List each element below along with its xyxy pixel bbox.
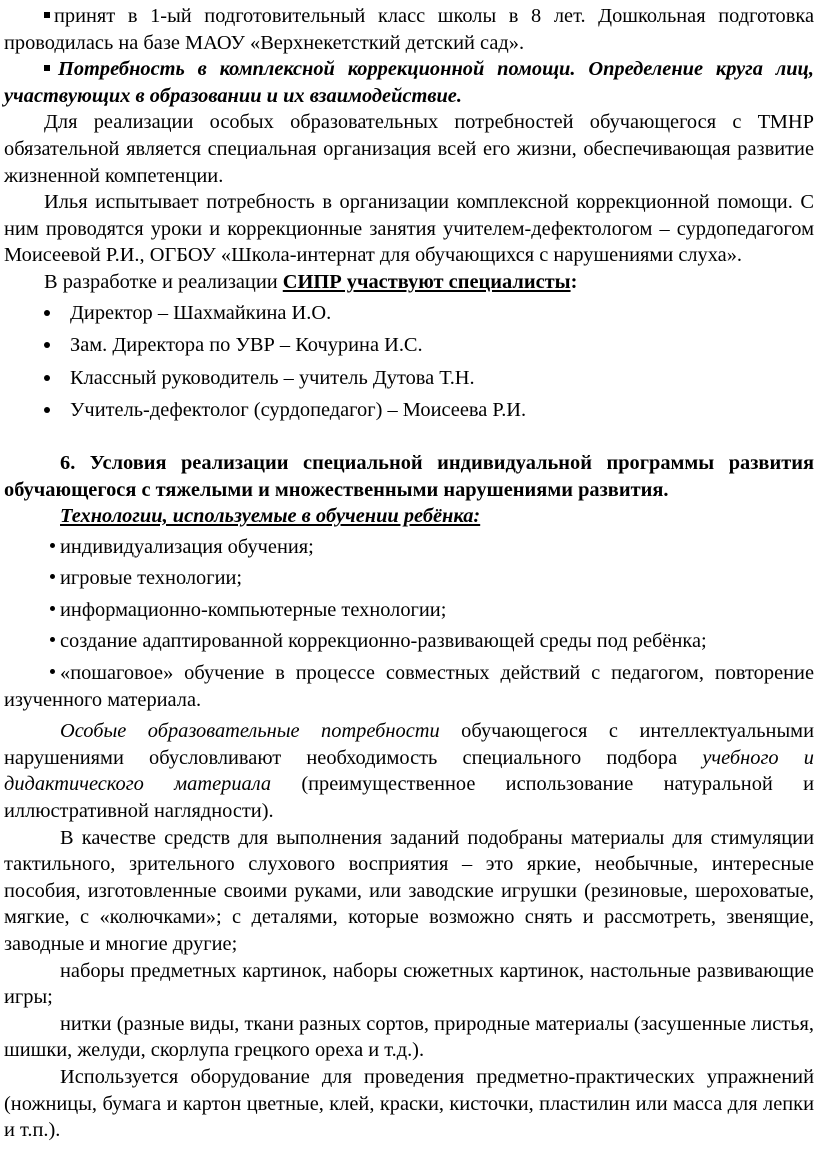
- paragraph-materials: В качестве средств для выполнения заданий подобраны материалы для стимуляции тактильного, зрительного слухового восприятия – это яркие, необычные, интересные пособия, изготовленные своими руками, или заводские игрушки (резиновые, шероховатые, мягкие, с «колючками»; с деталями, которые возможно снять и рассмотреть, звенящие, заводные и многие другие;: [4, 826, 814, 955]
- technologies-title: Технологии, используемые в обучении ребёнка:: [60, 505, 481, 528]
- paragraph-need-heading: [4, 56, 814, 109]
- specialists-list: [4, 300, 814, 424]
- list-item: игровые технологии;: [4, 565, 814, 592]
- list-item: «пошаговое» обучение в процессе совместных действий с педагогом, повторение изученного материала.: [4, 662, 814, 711]
- list-item: Классный руководитель – учитель Дутова Т.Н.: [40, 365, 814, 392]
- specialists-emphasis: СИПР участвуют специалисты: [282, 270, 571, 293]
- paragraph-educational-needs: Особые образовательные потребности обучающегося с интеллектуальными нарушениями обусловливают необходимость специального подбора учебного и дидактического материала (преимущественное использование натуральной и иллюстративной наглядности).: [4, 720, 814, 823]
- square-bullet-icon: [44, 12, 50, 18]
- paragraph-equipment: Используется оборудование для проведения предметно-практических упражнений (ножницы, бумага и картон цветные, клей, краски, кисточки, пластилин или масса для лепки и т.п.).: [4, 1065, 814, 1142]
- paragraph-picture-sets: наборы предметных картинок, наборы сюжетных картинок, настольные развивающие игры;: [4, 959, 814, 1009]
- bullet-icon: [50, 669, 55, 674]
- list-item: информационно-компьютерные технологии;: [4, 597, 814, 624]
- bullet-icon: [44, 375, 50, 381]
- bullet-icon: [50, 543, 55, 548]
- square-bullet-icon: [44, 65, 50, 71]
- section-6-heading: 6. Условия реализации специальной индивидуальной программы развития обучающегося с тяжелыми и множественными нарушениями развития.: [4, 451, 814, 501]
- bullet-icon: [44, 342, 50, 348]
- technologies-list: [4, 534, 814, 714]
- paragraph-admission: принят в 1-ый подготовительный класс школы в 8 лет. Дошкольная подготовка проводилась на базе МАОУ «Верхнекетсткий детский сад».: [4, 5, 814, 54]
- list-item: индивидуализация обучения;: [4, 534, 814, 561]
- paragraph-threads: нитки (разные виды, ткани разных сортов, природные материалы (засушенные листья, шишки, желуди, скорлупа грецкого ореха и т.д.).: [4, 1012, 814, 1062]
- list-item: создание адаптированной коррекционно-развивающей среды под ребёнка;: [4, 628, 814, 655]
- bullet-icon: [50, 637, 55, 642]
- need-heading: Потребность в комплексной коррекционной помощи. Определение круга лиц, участвующих в образовании и их взаимодействие.: [4, 58, 814, 107]
- bullet-icon: [44, 407, 50, 413]
- list-item: Учитель-дефектолог (сурдопедагог) – Моисеева Р.И.: [40, 397, 814, 424]
- bullet-icon: [44, 310, 50, 316]
- paragraph-special-needs: Для реализации особых образовательных потребностей обучающегося с ТМНР обязательной является специальная организация всей его жизни, обеспечивающая развитие жизненной компетенции.: [4, 111, 814, 187]
- paragraph-complex-help: Илья испытывает потребность в организации комплексной коррекционной помощи. С ним проводятся уроки и коррекционные занятия учителем-дефектологом – сурдопедагогом Моисеевой Р.И., ОГБОУ «Школа-интернат для обучающихся с нарушениями слуха».: [4, 191, 814, 267]
- bullet-icon: [50, 606, 55, 611]
- list-item: Зам. Директора по УВР – Кочурина И.С.: [40, 332, 814, 359]
- bullet-icon: [50, 574, 55, 579]
- paragraph-specialists-intro: В разработке и реализации СИПР участвуют специалисты:: [44, 270, 578, 293]
- list-item: Директор – Шахмайкина И.О.: [40, 300, 814, 327]
